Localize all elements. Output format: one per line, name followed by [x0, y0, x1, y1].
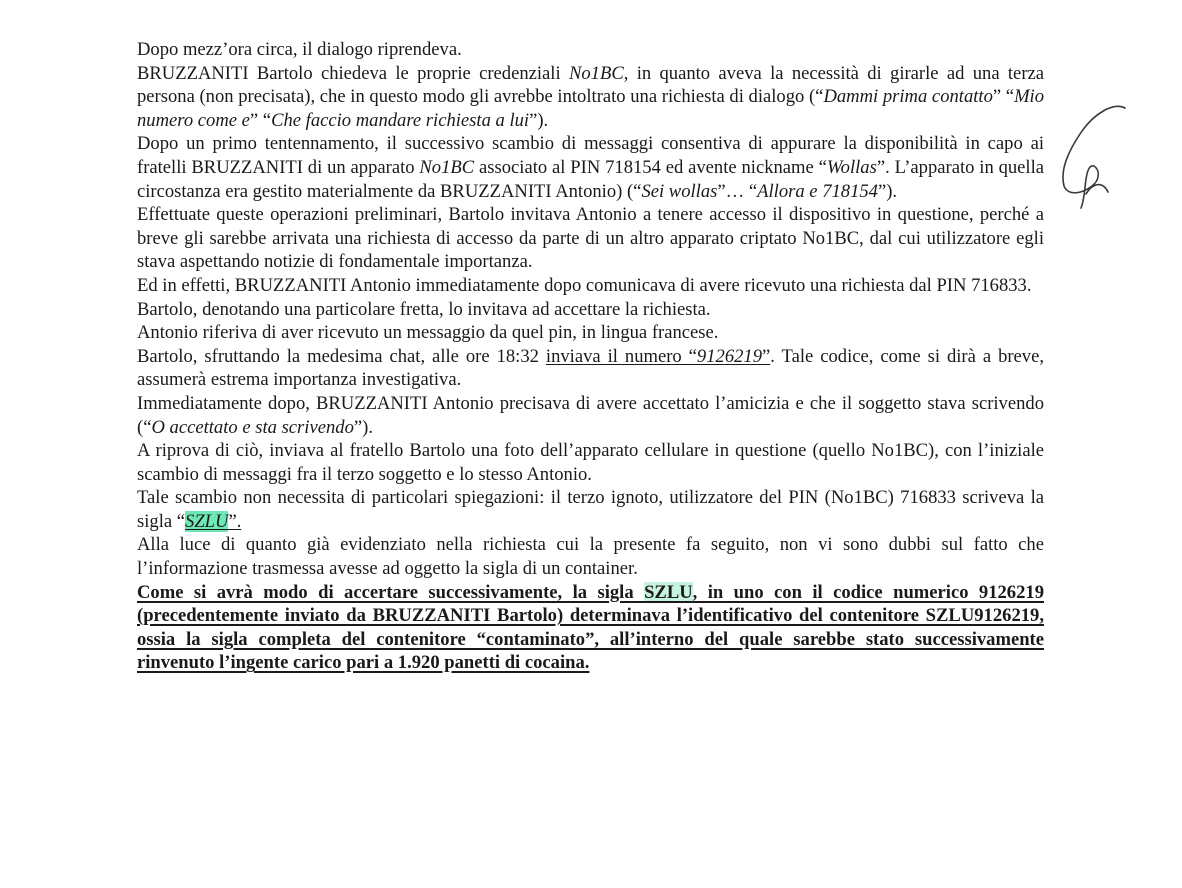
text: Tale scambio non necessita di particolari spiegazioni: il terzo ignoto, utilizzatore del PIN (No1BC) 716833 scriveva la sigla “ [137, 487, 1044, 532]
text: , in quanto aveva la necessità di girarle ad una terza persona (non precisata), che in questo modo gli avrebbe intoltrato una richiesta di dialogo (“ [137, 62, 1045, 108]
paragraph-5: Ed in effetti, BRUZZANITI Antonio immediatamente dopo comunicava di avere ricevuto una richiesta dal PIN 716833. [137, 274, 1032, 296]
paragraph-1: Dopo mezz’ora circa, il dialogo riprendeva. [137, 39, 462, 60]
underlined-text [546, 346, 770, 367]
text: ” [762, 345, 771, 367]
quote-italic: O accettato e sta scrivendo [151, 416, 354, 438]
paragraph-11 [137, 486, 1044, 533]
paragraph-2 [137, 62, 1044, 133]
paragraph-6: Bartolo, denotando una particolare fretta, lo invitava ad accettare la richiesta. [137, 298, 711, 320]
text: ”). [353, 416, 373, 438]
paragraph-8 [137, 345, 1044, 392]
paragraph-9 [137, 392, 1044, 439]
code-number: 9126219 [696, 345, 762, 367]
document-page [137, 38, 1044, 675]
text: ” “ [249, 109, 272, 131]
text: Bartolo, sfruttando la medesima chat, alle ore 18:32 [137, 345, 546, 367]
quote-italic: Che faccio mandare richiesta a lui [271, 109, 530, 131]
quote-italic: Allora e 718154 [757, 180, 878, 202]
paragraph-13-conclusion [137, 581, 1044, 675]
text: BRUZZANITI Bartolo chiedeva le proprie credenziali [137, 62, 569, 84]
quote-italic: Sei wollas [641, 180, 718, 202]
italic-text: No1BC [419, 156, 475, 178]
text: inviava il numero “ [545, 345, 697, 367]
text: Come si avrà modo di accertare successivamente, la sigla [137, 581, 645, 603]
text: ” “ [992, 86, 1015, 108]
text: , in uno con il codice numerico 9126219 (precedentemente inviato da BRUZZANITI Bartolo) determinava l’identificativo del contenitore SZLU9126219, ossia la sigla completa del contenitore “contaminato”, all’interno del quale sarebbe stato successivamente rinvenuto l’ingente carico pari a 1.920 panetti di cocaina. [137, 581, 1044, 674]
quote-italic: Wollas [826, 156, 877, 178]
text: ”. [228, 510, 242, 532]
paragraph-7: Antonio riferiva di aver ricevuto un messaggio da quel pin, in lingua francese. [137, 322, 719, 344]
highlighted-sigla: SZLU [185, 510, 229, 532]
italic-text: No1BC [568, 62, 624, 84]
text: Immediatamente dopo, BRUZZANITI Antonio precisava di avere accettato l’amicizia e che il soggetto stava scrivendo (“ [137, 392, 1044, 438]
paragraph-4: Effettuate queste operazioni preliminari, Bartolo invitava Antonio a tenere accesso il dispositivo in questione, perché a breve gli sarebbe arrivata una richiesta di accesso da parte di un altro apparato criptato No1BC, dal cui utilizzatore egli stava aspettando notizie di fondamentale importanza. [137, 204, 1044, 273]
text: ”. L’apparato in quella circostanza era gestito materialmente da BRUZZANITI Antonio) (“ [137, 156, 1045, 202]
text: Dopo un primo tentennamento, il successivo scambio di messaggi consentiva di appurare la disponibilità in capo ai fratelli BRUZZANITI di un apparato [137, 133, 1044, 178]
text: ”). [877, 180, 898, 202]
text: ”… “ [717, 180, 758, 202]
text: ”). [529, 109, 549, 131]
handwritten-signature-icon [1058, 100, 1148, 210]
quote-italic: Dammi prima contatto [823, 86, 993, 108]
paragraph-12: Alla luce di quanto già evidenziato nella richiesta cui la presente fa seguito, non vi sono dubbi sul fatto che l’informazione trasmessa avesse ad oggetto la sigla di un container. [137, 534, 1044, 580]
quote-italic: Mio numero come e [137, 86, 1045, 131]
highlighted-sigla: SZLU [644, 581, 693, 603]
paragraph-10: A riprova di ciò, inviava al fratello Bartolo una foto dell’apparato cellulare in questione (quello No1BC), con l’iniziale scambio di messaggi fra il terzo soggetto e lo stesso Antonio. [137, 440, 1044, 485]
paragraph-3 [137, 132, 1044, 203]
text: associato al PIN 718154 ed avente nickname “ [474, 156, 827, 178]
text: . Tale codice, come si dirà a breve, assumerà estrema importanza investigativa. [137, 345, 1045, 391]
